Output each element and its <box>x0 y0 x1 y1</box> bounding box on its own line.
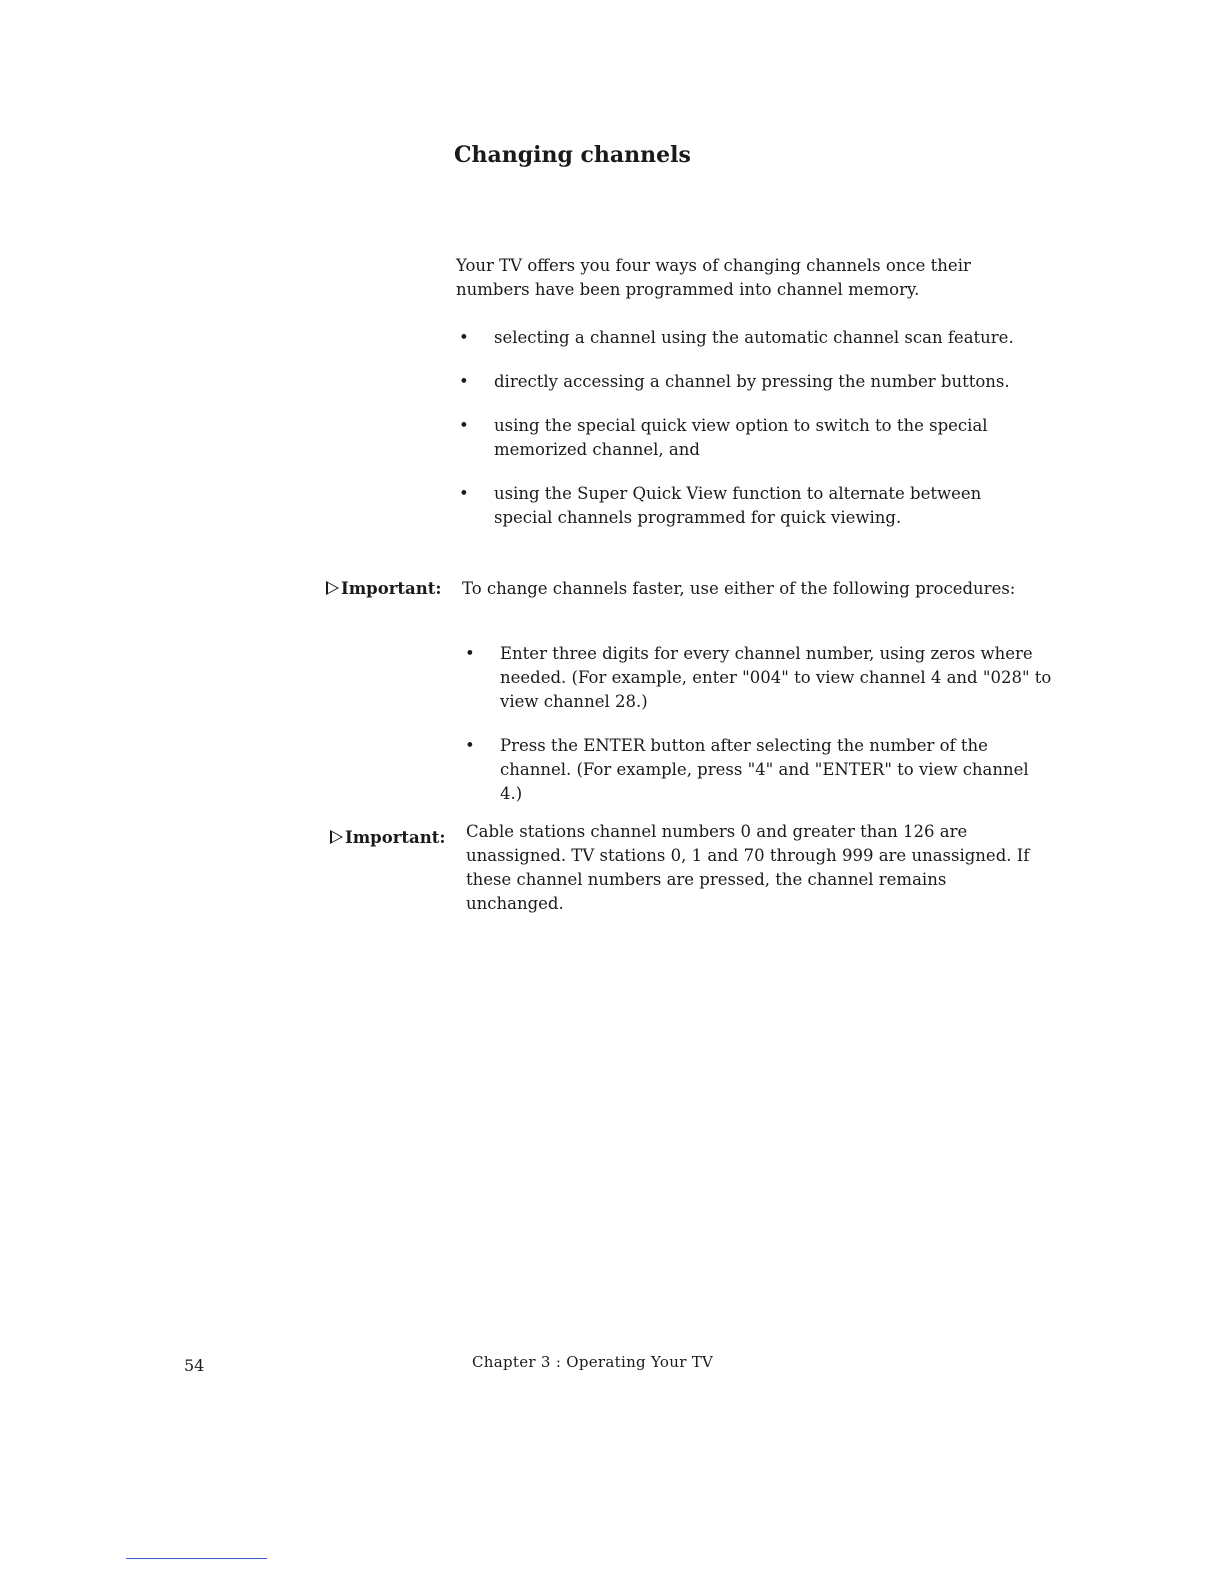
footer-divider <box>126 1558 267 1559</box>
list-item: • Press the ENTER button after selecting the number of the channel. (For example, press "4" and "ENTER" to view channel 4.) <box>462 734 1052 806</box>
important-label-text: Important: <box>345 828 446 847</box>
page-number: 54 <box>184 1356 205 1375</box>
important-note-label <box>330 826 445 850</box>
important-note-label <box>326 577 441 601</box>
triangle-pointer-icon <box>326 581 339 595</box>
list-item: • using the Super Quick View function to alternate between special channels programmed for quick viewing. <box>456 482 1036 530</box>
important-note-text: To change channels faster, use either of the following procedures: <box>462 579 1016 598</box>
page-title: Changing channels <box>454 142 691 168</box>
faster-procedures-list <box>462 642 1052 826</box>
list-item: • Enter three digits for every channel number, using zeros where needed. (For example, enter "004" to view channel 4 and "028" to view channel 28.) <box>462 642 1052 714</box>
list-item: • directly accessing a channel by pressing the number buttons. <box>456 370 1036 394</box>
channel-methods-list <box>456 326 1036 550</box>
list-item: • using the special quick view option to switch to the special memorized channel, and <box>456 414 1036 462</box>
triangle-pointer-icon <box>330 830 343 844</box>
important-note-text: Cable stations channel numbers 0 and greater than 126 are unassigned. TV stations 0, 1 and 70 through 999 are unassigned. If these channel numbers are pressed, the channel remains unchanged. <box>466 822 1030 913</box>
intro-paragraph: Your TV offers you four ways of changing channels once their numbers have been programmed into channel memory. <box>456 256 971 299</box>
important-label-text: Important: <box>341 579 442 598</box>
list-item: • selecting a channel using the automatic channel scan feature. <box>456 326 1036 350</box>
chapter-footer: Chapter 3 : Operating Your TV <box>472 1353 714 1371</box>
